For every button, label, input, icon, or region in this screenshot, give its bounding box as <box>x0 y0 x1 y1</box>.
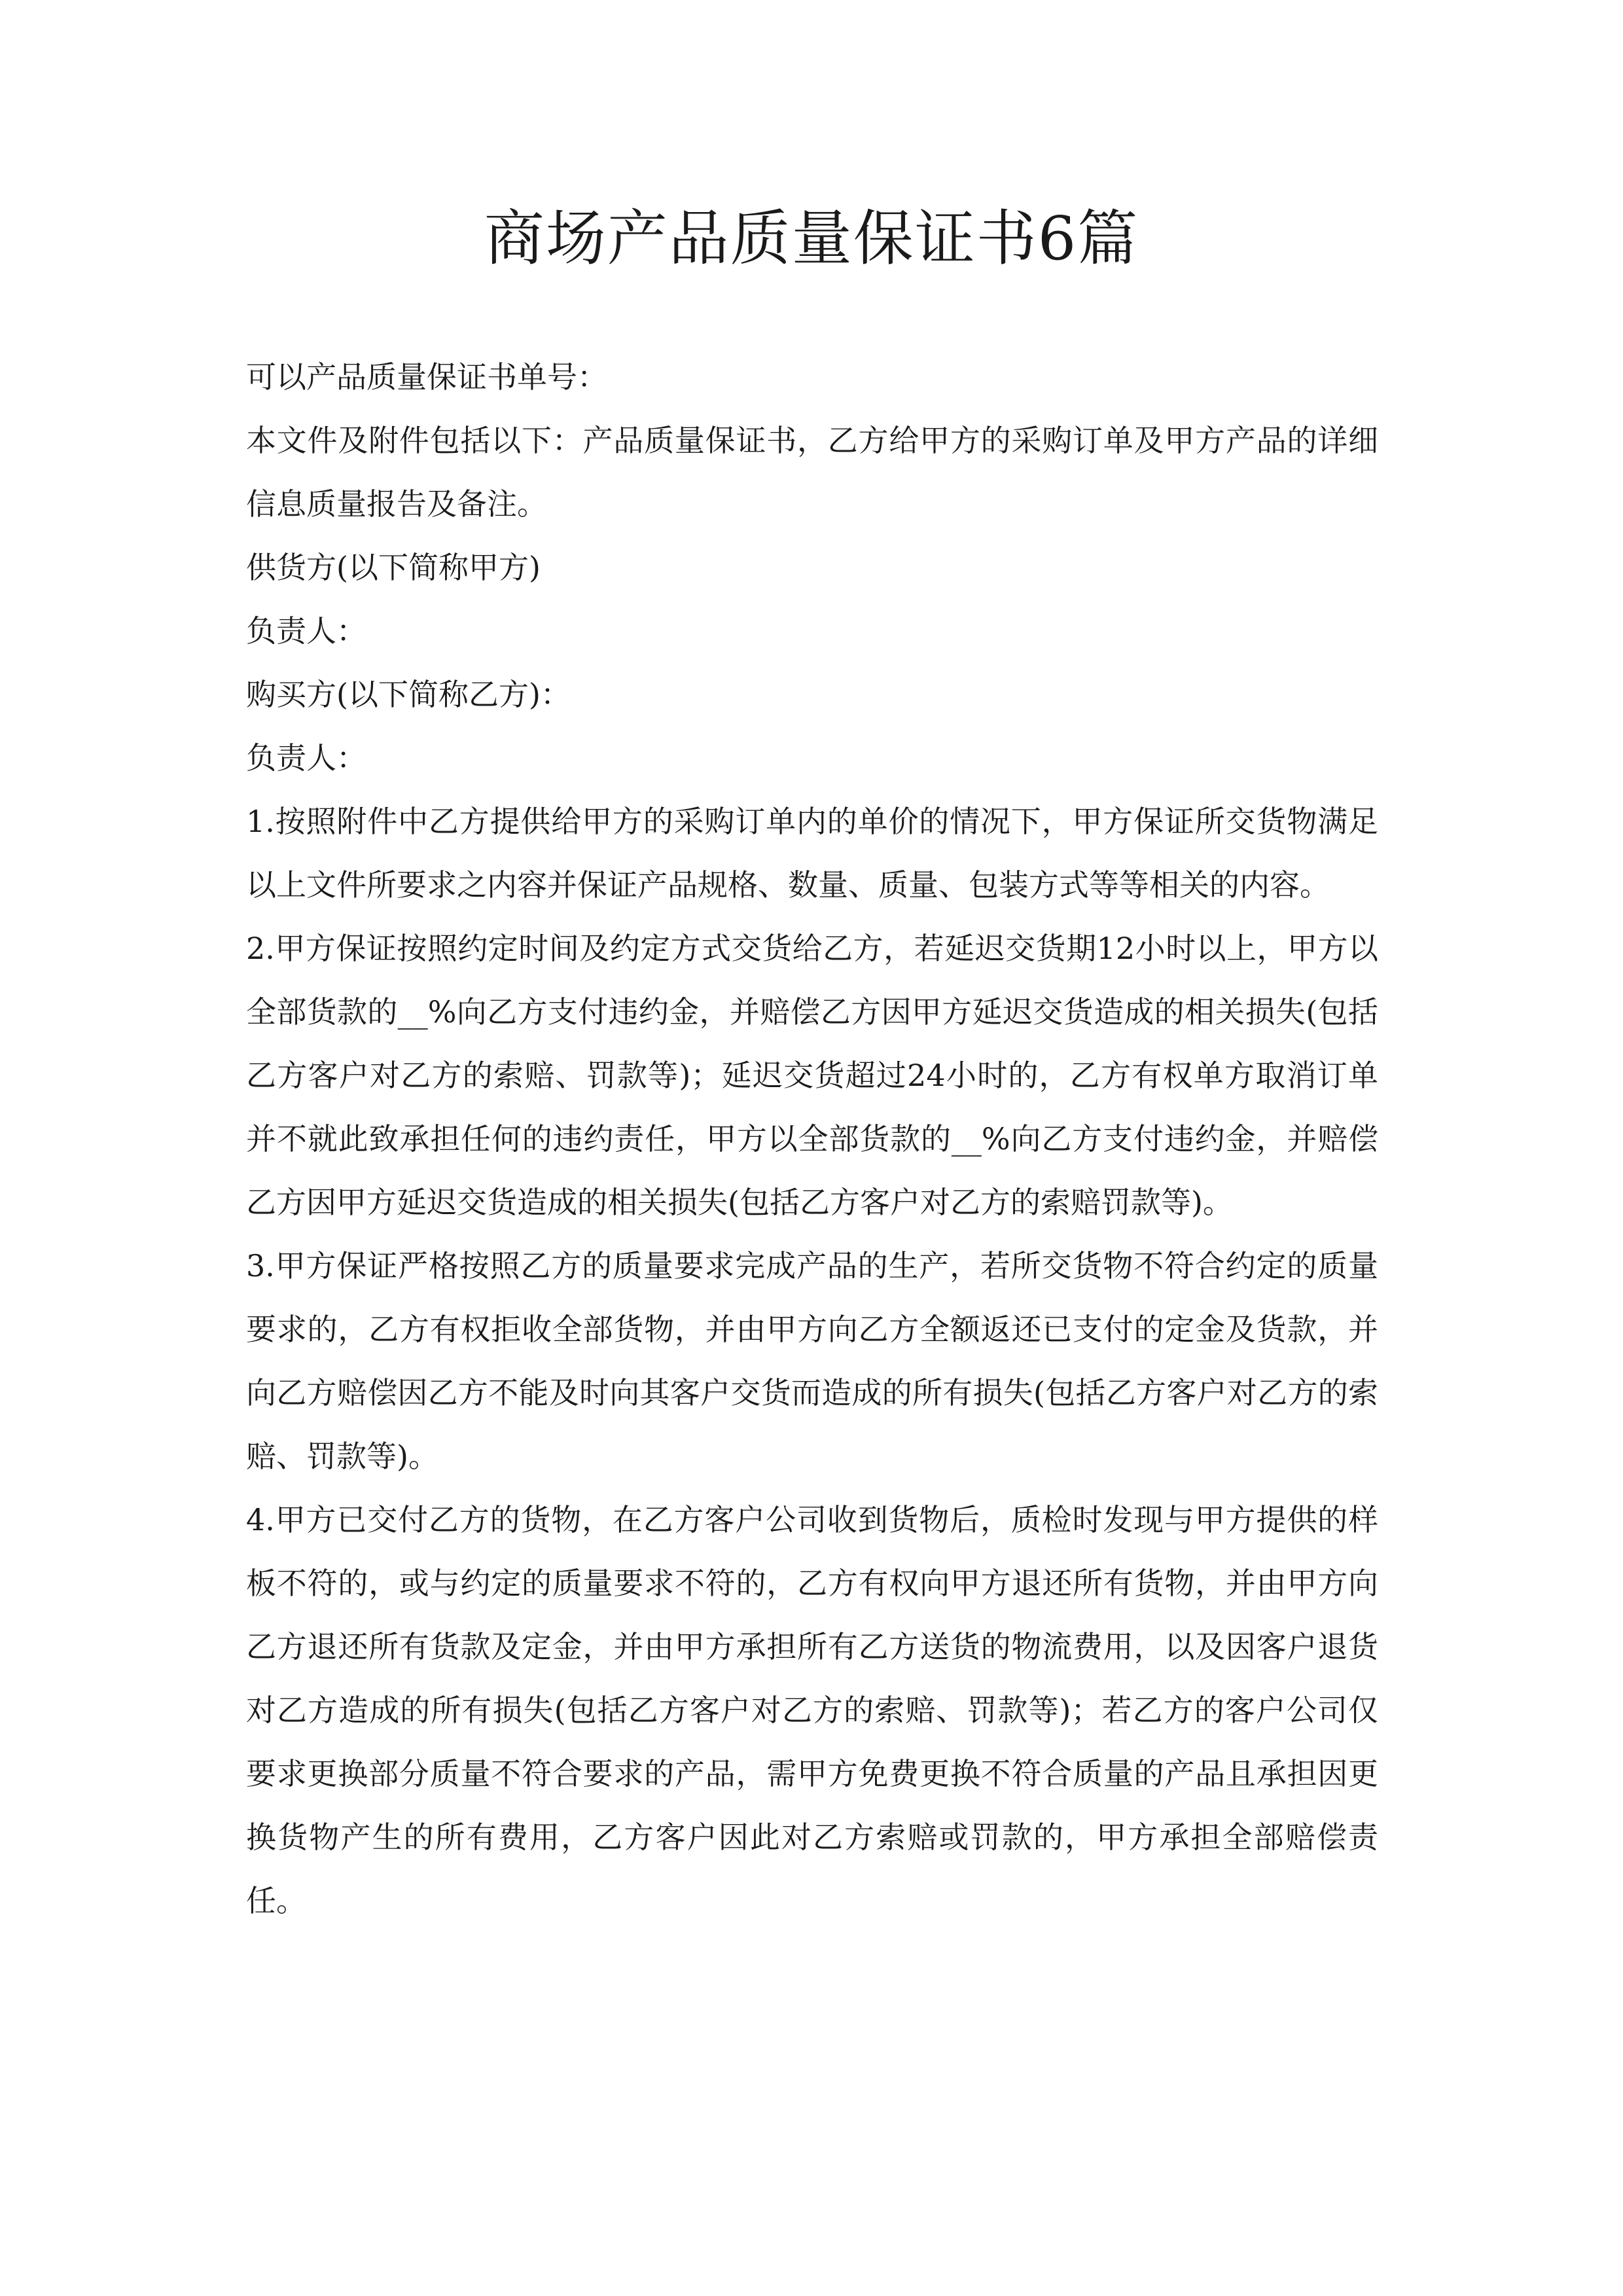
paragraph-supplier-contact: 负责人： <box>246 613 366 649</box>
document-title: 商场产品质量保证书6篇 <box>484 204 1139 274</box>
clause-3: 3.甲方保证严格按照乙方的质量要求完成产品的生产，若所交货物不符合约定的质量要求的，乙方有权拒收全部货物，并由甲方向乙方全额返还已支付的定金及货款，并向乙方赔偿因乙方不能及时向其客户交货而造成的所有损失(包括乙方客户对乙方的索赔、罚款等)。 <box>246 1248 1378 1474</box>
paragraph-supplier: 供货方(以下简称甲方) <box>246 550 541 585</box>
document-body <box>246 346 1378 1933</box>
clause-2: 2.甲方保证按照约定时间及约定方式交货给乙方，若延迟交货期12小时以上，甲方以全部货款的__%向乙方支付违约金，并赔偿乙方因甲方延迟交货造成的相关损失(包括乙方客户对乙方的索赔、罚款等)；延迟交货超过24小时的，乙方有权单方取消订单并不就此致承担任何的违约责任，甲方以全部货款的__%向乙方支付违约金，并赔偿乙方因甲方延迟交货造成的相关损失(包括乙方客户对乙方的索赔罚款等)。 <box>246 931 1378 1220</box>
paragraph-attachments: 本文件及附件包括以下：产品质量保证书，乙方给甲方的采购订单及甲方产品的详细信息质量报告及备注。 <box>246 423 1378 522</box>
clause-1: 1.按照附件中乙方提供给甲方的采购订单内的单价的情况下，甲方保证所交货物满足以上文件所要求之内容并保证产品规格、数量、质量、包装方式等等相关的内容。 <box>246 804 1378 903</box>
paragraph-order-number: 可以产品质量保证书单号： <box>246 359 607 395</box>
paragraph-buyer: 购买方(以下简称乙方)： <box>246 677 571 712</box>
paragraph-buyer-contact: 负责人： <box>246 740 366 776</box>
clause-4: 4.甲方已交付乙方的货物，在乙方客户公司收到货物后，质检时发现与甲方提供的样板不符的，或与约定的质量要求不符的，乙方有权向甲方退还所有货物，并由甲方向乙方退还所有货款及定金，并由甲方承担所有乙方送货的物流费用，以及因客户退货对乙方造成的所有损失(包括乙方客户对乙方的索赔、罚款等)；若乙方的客户公司仅要求更换部分质量不符合要求的产品，需甲方免费更换不符合质量的产品且承担因更换货物产生的所有费用，乙方客户因此对乙方索赔或罚款的，甲方承担全部赔偿责任。 <box>246 1502 1378 1918</box>
